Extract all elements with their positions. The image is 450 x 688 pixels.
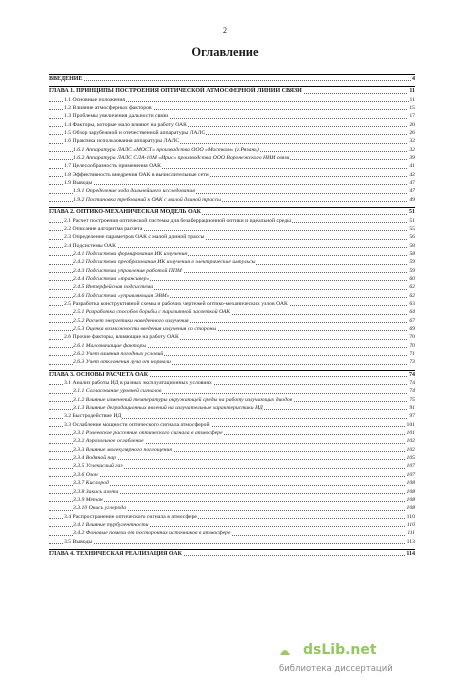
toc-section[interactable]: [49, 225, 415, 233]
toc-entry-page: 105: [406, 455, 415, 462]
toc-subsection[interactable]: [49, 325, 415, 333]
toc-subsection[interactable]: [49, 258, 415, 266]
toc-section[interactable]: [49, 412, 415, 420]
toc-entry-page: 91: [409, 405, 415, 412]
toc-subsection[interactable]: [49, 267, 415, 275]
dslib-logo-icon: [279, 645, 291, 657]
toc-entry-title: 1.5 Обзор зарубежной и отечественной аппаратуры ЛАЛС: [64, 130, 206, 137]
toc-entry-page: 20: [409, 121, 415, 128]
toc-section[interactable]: [49, 242, 415, 250]
toc-entry-title: 3.5 Выводы: [64, 538, 93, 545]
toc-entry-page: 74: [409, 380, 415, 387]
toc-entry-title: 3.1 Анализ работы ИД в разных эксплуатационных условиях: [64, 380, 212, 387]
toc-entry-title: 2.3 Определение параметров ОАК с малой длиной трассы: [64, 234, 205, 241]
toc-subsection[interactable]: [49, 387, 415, 395]
toc-entry-page: 32: [409, 138, 415, 145]
toc-entry-title: 3.3.8 Закись азота: [73, 488, 119, 495]
toc-entry-title: 1.3 Проблемы увеличения дальности связи: [64, 113, 169, 120]
toc-entry-title: 2.2 Описание алгоритма расчета: [64, 225, 143, 232]
toc-chapter[interactable]: [49, 74, 415, 83]
toc-entry-title: 3.4 Распространение оптического сигнала в атмосфере: [64, 513, 197, 520]
toc-entry-page: 107: [406, 463, 415, 470]
toc-chapter[interactable]: [49, 86, 415, 95]
toc-entry-page: 47: [409, 188, 415, 195]
toc-subsection[interactable]: [49, 429, 415, 437]
toc-entry-page: 17: [409, 113, 415, 120]
toc-entry-page: 26: [409, 130, 415, 137]
toc-entry-title: 3.3.9 Метан: [73, 496, 103, 503]
toc-entry-title: 3.3.4 Водяной пар: [73, 455, 117, 462]
toc-section[interactable]: [49, 217, 415, 225]
toc-entry-page: 108: [406, 488, 415, 495]
toc-entry-title: 1.8 Эффективность внедрения ОАК в вычислительные сети: [64, 171, 209, 178]
toc-entry-page: 74: [409, 388, 415, 395]
toc-entry-page: 63: [409, 300, 415, 307]
toc-entry-title: 2.4 Подсистемы ОАК: [64, 242, 116, 249]
toc-subsection[interactable]: [49, 504, 415, 512]
toc-section[interactable]: [49, 129, 415, 137]
toc-section[interactable]: [49, 104, 415, 112]
toc-entry-page: 41: [409, 163, 415, 170]
toc-entry-title: 3.3.2 Аэрозольное ослабление: [73, 438, 144, 445]
toc-entry-page: 4: [412, 76, 415, 82]
toc-subsection[interactable]: [49, 437, 415, 445]
toc-subsection[interactable]: [49, 454, 415, 462]
toc-section[interactable]: [49, 137, 415, 145]
toc-entry-title: 3.3.3 Влияние молекулярного поглощения: [73, 446, 172, 453]
toc-entry-page: 56: [409, 234, 415, 241]
toc-subsection[interactable]: [49, 396, 415, 404]
toc-subsection[interactable]: [49, 146, 415, 154]
watermark-logo: dsLib.net: [303, 642, 377, 658]
toc-section[interactable]: [49, 96, 415, 104]
toc-entry-page: 75: [409, 396, 415, 403]
toc-entry-title: 3.3.7 Кислород: [73, 480, 109, 487]
toc-entry-page: 101: [406, 430, 415, 437]
toc-entry-page: 110: [406, 513, 415, 520]
toc-subsection[interactable]: [49, 196, 415, 204]
toc-entry-title: 2.6 Прочие факторы, влияющие на работу ОАК: [64, 334, 179, 341]
toc-entry-title: 1.2 Влияние атмосферных факторов: [64, 105, 152, 112]
toc-section[interactable]: [49, 513, 415, 521]
toc-entry-title: 2.4.3 Подсистема управления работой ППМ: [73, 267, 182, 274]
toc-entry-title: 1.6 Практика использования аппаратуры ЛАЛС: [64, 138, 180, 145]
toc-entry-title: 3.3.6 Озон: [73, 471, 98, 478]
page-title: Оглавление: [191, 45, 259, 59]
toc-subsection[interactable]: [49, 350, 415, 358]
toc-entry-title: 1.9 Выводы: [64, 180, 93, 187]
toc-entry-page: 70: [409, 342, 415, 349]
toc-entry-title: ГЛАВА 2. ОПТИКО-МЕХАНИЧЕСКАЯ МОДЕЛЬ ОАК: [49, 209, 202, 216]
toc-subsection[interactable]: [49, 462, 415, 470]
toc-entry-page: 59: [409, 267, 415, 274]
toc-entry-title: 3.4.2 Фоновые помехи от посторонних источников в атмосфере: [73, 530, 231, 537]
toc-entry-title: ВВЕДЕНИЕ: [49, 76, 83, 82]
toc-entry-title: 2.4.4 Подсистема «трансивер»: [73, 275, 150, 282]
toc-entry-page: 102: [406, 446, 415, 453]
toc-entry-title: 1.9.1 Определение хода дальнейшего исследования: [73, 188, 195, 195]
toc-subsection[interactable]: [49, 488, 415, 496]
toc-entry-title: 3.3 Ослабление мощности оптического сигнала атмосферой: [64, 421, 210, 428]
toc-section[interactable]: [49, 538, 415, 546]
toc-entry-page: 114: [406, 550, 415, 557]
toc-section[interactable]: [49, 179, 415, 187]
toc-entry-title: 3.3.10 Окись углерода: [73, 505, 126, 512]
toc-entry-page: 59: [409, 259, 415, 266]
toc-subsection[interactable]: [49, 250, 415, 258]
toc-section[interactable]: [49, 162, 415, 170]
toc-entry-page: 71: [409, 351, 415, 357]
toc-section[interactable]: [49, 233, 415, 241]
toc-entry-title: 2.6.2 Учет влияния погодных условий: [73, 351, 164, 357]
toc-subsection[interactable]: [49, 521, 415, 529]
toc-subsection[interactable]: [49, 342, 415, 350]
toc-entry-page: 49: [409, 196, 415, 203]
toc-entry-title: 1.4 Факторы, которые мало влияют на работу ОАК: [64, 121, 187, 128]
toc-entry-page: 107: [406, 471, 415, 478]
toc-subsection[interactable]: [49, 446, 415, 454]
toc-entry-title: 1.1 Основные положения: [64, 96, 125, 103]
toc-subsection[interactable]: [49, 496, 415, 504]
watermark-subtitle: библиотека диссертаций: [279, 664, 393, 674]
toc-entry-title: 3.3.5 Углекислый газ: [73, 463, 123, 470]
toc-section[interactable]: [49, 300, 415, 308]
toc-entry-title: 1.7 Целесообразность применения ОАК: [64, 163, 161, 170]
toc-chapter[interactable]: [49, 370, 415, 379]
toc-entry-page: 108: [406, 496, 415, 503]
toc-entry-title: 1.9.2 Постановка требований к ОАК с малой длиной трассы: [73, 196, 221, 203]
toc-section[interactable]: [49, 121, 415, 129]
watermark: [279, 640, 443, 686]
toc-entry-page: 32: [409, 146, 415, 153]
toc-entry-page: 70: [409, 334, 415, 341]
toc-entry-title: 2.4.2 Подсистема преобразования ИК излучения в электрические импульсы: [73, 259, 256, 266]
toc-entry-title: 2.4.6 Подсистема «управляющая ЭВМ»: [73, 292, 170, 299]
toc-entry-title: 3.1.2 Влияние изменений температуры окружающей среды на работу излучающих диодов: [73, 396, 293, 403]
toc-subsection[interactable]: [49, 187, 415, 195]
toc-entry-title: 3.3.1 Рэлеевское рассеяние оптического сигнала в атмосфере: [73, 430, 223, 437]
toc-entry-title: 2.4.1 Подсистема формирования ИК излучения: [73, 250, 188, 257]
toc-entry-page: 73: [409, 359, 415, 366]
toc-entry-title: 3.4.1 Влияние турбулентности: [73, 521, 149, 528]
toc-entry-page: 113: [406, 538, 415, 545]
toc-entry-title: 2.5.1 Разработка способов борьбы с паразитной засветкой ОАК: [73, 309, 231, 316]
toc-entry-title: 2.5 Разработка конструктивной схемы и рабочих чертежей оптико-механических узлов ОАК: [64, 300, 288, 307]
toc-entry-page: 47: [409, 180, 415, 187]
toc-entry-page: 67: [409, 317, 415, 324]
toc-entry-page: 42: [409, 171, 415, 178]
table-of-contents: [49, 74, 415, 558]
toc-entry-page: 60: [409, 275, 415, 282]
toc-entry-title: 2.5.3 Оценка возможности введения излучения со стороны: [73, 325, 217, 332]
toc-subsection[interactable]: [49, 358, 415, 366]
toc-entry-page: 39: [409, 155, 415, 162]
toc-entry-page: 11: [409, 96, 415, 103]
toc-subsection[interactable]: [49, 404, 415, 412]
toc-subsection[interactable]: [49, 292, 415, 300]
toc-section[interactable]: [49, 333, 415, 341]
toc-entry-title: 3.2 Быстродействие ИД: [64, 413, 122, 420]
toc-chapter[interactable]: [49, 207, 415, 216]
toc-entry-title: 2.6.1 Малозначащие факторы: [73, 342, 147, 349]
toc-entry-page: 69: [409, 325, 415, 332]
toc-entry-page: 97: [409, 413, 415, 420]
toc-entry-page: 111: [407, 530, 415, 537]
toc-section[interactable]: [49, 379, 415, 387]
toc-subsection[interactable]: [49, 479, 415, 487]
toc-entry-title: ГЛАВА 3. ОСНОВЫ РАСЧЕТА ОАК: [49, 371, 149, 378]
toc-subsection[interactable]: [49, 275, 415, 283]
page-number: 2: [223, 26, 227, 35]
toc-entry-page: 74: [409, 371, 415, 378]
toc-entry-page: 108: [406, 480, 415, 487]
toc-subsection[interactable]: [49, 308, 415, 316]
toc-subsection[interactable]: [49, 283, 415, 291]
toc-entry-title: ГЛАВА 1. ПРИНЦИПЫ ПОСТРОЕНИЯ ОПТИЧЕСКОЙ АТМОСФЕРНОЙ ЛИНИИ СВЯЗИ: [49, 88, 302, 95]
toc-entry-page: 62: [409, 292, 415, 299]
toc-entry-page: 64: [409, 309, 415, 316]
toc-section[interactable]: [49, 421, 415, 429]
toc-chapter[interactable]: [49, 549, 415, 558]
toc-entry-page: 58: [409, 242, 415, 249]
toc-subsection[interactable]: [49, 154, 415, 162]
toc-entry-title: 3.1.1 Согласование уровней сигналов: [73, 388, 162, 395]
toc-entry-title: 1.6.1 Аппаратура ЛАЛС «МОСТ» производства ООО «Мостком» (г.Рязань): [73, 146, 259, 153]
toc-entry-title: 2.1 Расчет построения оптической системы для безаберрационной оптики и идеальной среды: [64, 217, 292, 224]
toc-subsection[interactable]: [49, 471, 415, 479]
toc-entry-page: 15: [409, 105, 415, 112]
toc-entry-page: 110: [406, 521, 415, 528]
toc-entry-title: 2.6.3 Учет отклонения луча от нормали: [73, 359, 171, 366]
toc-entry-page: 51: [409, 209, 415, 216]
toc-entry-page: 11: [409, 88, 415, 95]
toc-entry-title: 1.6.2 Аппаратура ЛАЛС СЛА-10М «Ирис» производства ООО Воронежского НИИ связи: [73, 155, 290, 162]
toc-entry-title: 3.1.3 Влияние деградационных явлений на излучательные характеристики ИД: [73, 405, 263, 412]
toc-entry-page: 62: [409, 284, 415, 291]
toc-entry-page: 108: [406, 505, 415, 512]
toc-section[interactable]: [49, 171, 415, 179]
toc-entry-page: 102: [406, 438, 415, 445]
toc-subsection[interactable]: [49, 529, 415, 537]
toc-section[interactable]: [49, 112, 415, 120]
toc-entry-page: 55: [409, 225, 415, 232]
toc-entry-title: 2.5.2 Расчет энергетики наведенного излучения: [73, 317, 189, 324]
toc-entry-title: 2.4.5 Интерфейсная подсистема: [73, 284, 154, 291]
toc-entry-page: 51: [409, 217, 415, 224]
toc-subsection[interactable]: [49, 317, 415, 325]
toc-entry-page: 58: [409, 250, 415, 257]
toc-entry-page: 101: [406, 421, 415, 428]
toc-entry-title: ГЛАВА 4. ТЕХНИЧЕСКАЯ РЕАЛИЗАЦИЯ ОАК: [49, 550, 182, 557]
